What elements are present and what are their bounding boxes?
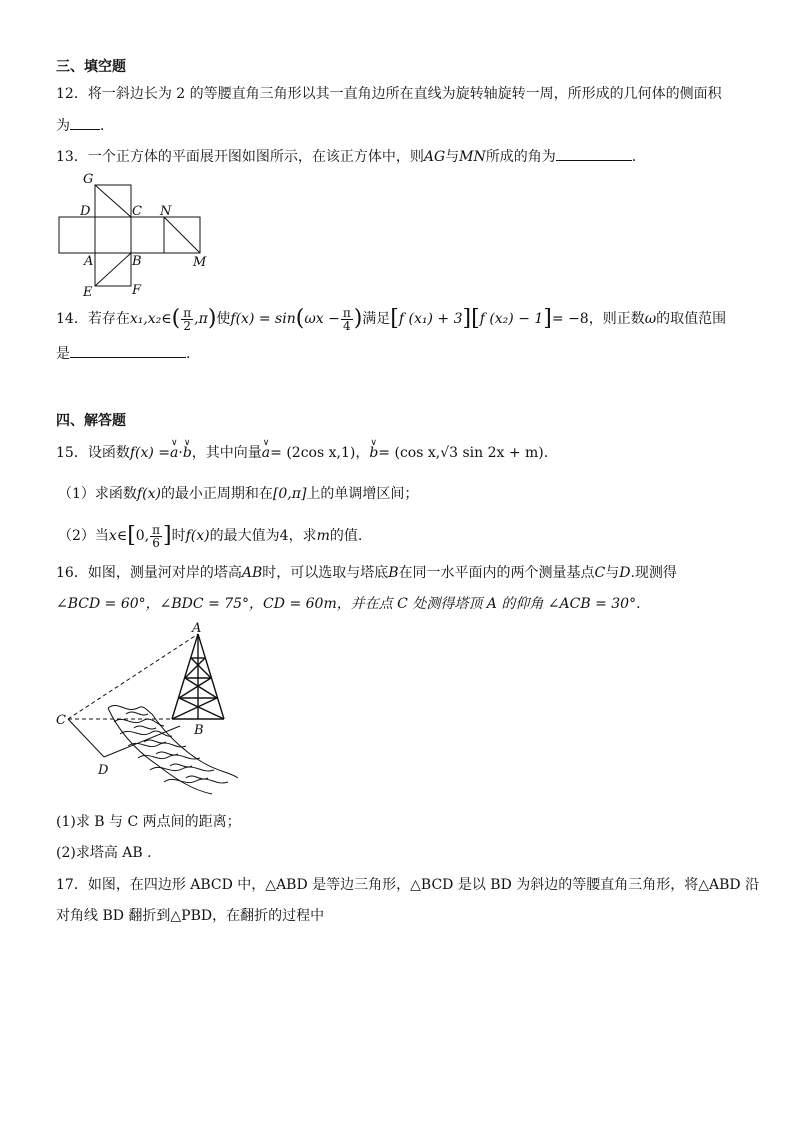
q15-p2: （2）当 <box>58 528 109 544</box>
q16-d: D <box>619 565 631 581</box>
q15-p2-post2: ，求 <box>288 528 317 544</box>
q14-cond-eq: = −8，则正数 <box>551 311 645 327</box>
q14-frac2-den: 4 <box>342 318 351 333</box>
q14-omega: ωx − <box>304 311 340 327</box>
segment-be <box>95 253 131 286</box>
q14-bracket-b-close: ] <box>543 306 552 331</box>
q12-line2-post: ． <box>100 118 114 134</box>
q12-answer-blank[interactable] <box>70 115 100 130</box>
q12-line2 <box>56 115 114 136</box>
q14-frac-pi-4 <box>341 307 353 332</box>
q13-mid: 与 <box>445 149 460 165</box>
q14-bracket-a-close: ] <box>462 306 472 331</box>
q15-mid: ，其中向量 <box>191 445 262 461</box>
q13-text <box>56 146 646 167</box>
q15-p2-m: m <box>316 528 330 544</box>
segment-db <box>104 726 180 757</box>
q14-sin-paren-close: ) <box>353 306 363 331</box>
q14-pre: 14．若存在 <box>56 311 130 327</box>
q16-line1 <box>56 563 677 583</box>
segment-cd <box>68 719 104 757</box>
cube-net-face-center <box>95 217 131 253</box>
q15-p1: （1）求函数 <box>58 486 137 502</box>
cube-label-f: F <box>132 283 142 298</box>
q14-cond-a: f (x₁) + 3 <box>398 311 463 327</box>
cube-label-b: B <box>132 254 142 269</box>
section-title-fill-blank: 三、填空题 <box>56 59 126 75</box>
q16-c: C <box>594 565 606 581</box>
q14-bracket-a-open: [ <box>390 306 399 331</box>
q12-line2-pre: 为 <box>56 118 70 134</box>
q15-p2-bracket-open: [ <box>127 523 136 548</box>
q15-p2-end: 的值. <box>329 528 363 544</box>
q15-part1 <box>58 484 418 504</box>
q15-p1-post: 上的单调增区间； <box>306 486 419 502</box>
q15-frac-den: 6 <box>152 535 160 550</box>
q13-pre: 13．一个正方体的平面展开图如图所示，在该正方体中，则 <box>56 149 424 165</box>
q14-sin-paren-open: ( <box>295 306 305 331</box>
cube-label-a: A <box>84 254 94 269</box>
q15-p2-zero: 0, <box>135 528 150 544</box>
q15-frac-pi-6 <box>150 524 162 549</box>
q14-frac-pi-2 <box>181 307 193 332</box>
q15-vec-a: ∨ a <box>170 443 178 463</box>
q15-vec-b: ∨ b <box>183 443 192 463</box>
q14-line2-pre: 是 <box>56 346 70 362</box>
tower-icon <box>172 634 224 719</box>
q14-interval-end: ,π <box>194 311 208 327</box>
q15-pre: 15．设函数 <box>56 445 130 461</box>
q15-p2-x: x∈ <box>108 528 128 544</box>
q14-answer-blank[interactable] <box>70 343 186 358</box>
q15-p2-mid: 时 <box>171 528 186 544</box>
q16-line1-post: .现测得 <box>630 565 677 581</box>
q14-paren-close: ) <box>207 306 217 331</box>
q15-p1-mid: 的最小正周期和在 <box>160 486 273 502</box>
q13-mn: MN <box>459 149 486 165</box>
q14-paren-open: ( <box>171 306 181 331</box>
cube-net-face-left <box>59 217 95 253</box>
q15-p2-bracket-close: ] <box>163 523 172 548</box>
q14-frac-den: 2 <box>183 318 192 333</box>
q14-frac2-num: π <box>342 305 351 320</box>
section-title-solve: 四、解答题 <box>56 413 126 429</box>
q14-line1 <box>56 306 726 332</box>
q15-part2 <box>58 522 362 550</box>
q14-vars: x₁,x₂∈ <box>129 311 172 327</box>
q13-post: 所成的角为 <box>485 149 556 165</box>
q12-line1: 12．将一斜边长为 2 的等腰直角三角形以其一直角边所在直线为旋转轴旋转一周，所形成的几何体的侧面积 <box>56 86 722 102</box>
cube-net-figure <box>50 168 220 298</box>
q14-bracket-b-open: [ <box>471 306 480 331</box>
q15-p2-four: 4 <box>279 528 289 544</box>
q17-line2: 对角线 BD 翻折到△PBD，在翻折的过程中 <box>56 908 325 924</box>
cube-label-g: G <box>83 172 94 187</box>
q16-ab: AB <box>241 565 263 581</box>
tower-label-a: A <box>192 622 202 636</box>
cube-net-face-right1 <box>131 217 164 253</box>
cube-label-m: M <box>193 255 207 270</box>
tower-label-b: B <box>194 723 204 738</box>
q15-p2-fx: f(x) <box>185 528 210 544</box>
q16-b: B <box>388 565 399 581</box>
q14-line2 <box>56 343 190 364</box>
q15-p1-fx: f(x) <box>136 486 161 502</box>
q14-fx: f(x) = sin <box>230 311 296 327</box>
q13-answer-blank[interactable] <box>556 146 632 161</box>
q14-om: ω <box>644 311 657 327</box>
q16-yu: 与 <box>605 565 620 581</box>
tower-label-d: D <box>98 763 109 778</box>
q15-vec-b-2: ∨ b <box>369 443 378 463</box>
q15-vec-a-2: ∨ a <box>262 443 270 463</box>
q15-frac-num: π <box>152 522 161 537</box>
q16-line2: ∠BCD = 60°，∠BDC = 75°，CD = 60m，并在点 C 处测得塔顶 A 的仰角 ∠ACB = 30°. <box>56 596 641 612</box>
q16-line1-mid: 时，可以选取与塔底 <box>262 565 389 581</box>
q13-end: ． <box>631 149 646 165</box>
segment-gc <box>95 185 131 217</box>
cube-label-e: E <box>83 285 93 298</box>
segment-nm <box>164 217 200 253</box>
q15-b-val: = (cos x,√3 sin 2x + m). <box>378 445 549 461</box>
q14-frac-num: π <box>183 305 192 320</box>
q16-part2: (2)求塔高 AB . <box>56 845 152 861</box>
q15-dot: · <box>178 445 183 461</box>
q16-line1-pre: 16．如图，测量河对岸的塔高 <box>56 565 242 581</box>
q16-line1-mid2: 在同一水平面内的两个测量基点 <box>398 565 595 581</box>
q14-mid2: 满足 <box>362 311 391 327</box>
q14-mid1: 使 <box>216 311 231 327</box>
q15-line1 <box>56 443 548 463</box>
q17-line1: 17．如图，在四边形 ABCD 中，△ABD 是等边三角形，△BCD 是以 BD 为斜边的等腰直角三角形，将△ABD 沿 <box>56 877 760 893</box>
q16-part1: (1)求 B 与 C 两点间的距离； <box>56 814 241 830</box>
sight-line-ca <box>68 634 198 719</box>
tower-river-figure <box>52 622 252 807</box>
tower-label-c: C <box>56 713 66 728</box>
q15-fx: f(x) = <box>129 445 171 461</box>
cube-label-n: N <box>160 204 172 219</box>
cube-label-d: D <box>80 204 91 219</box>
q15-p2-post1: 的最大值为 <box>209 528 280 544</box>
cube-label-c: C <box>132 204 142 219</box>
q14-post: 的取值范围 <box>656 311 727 327</box>
q14-line2-post: . <box>186 346 191 362</box>
q15-a-val: = (2cos x,1)， <box>270 445 370 461</box>
q15-p1-int: [0,π] <box>272 486 307 502</box>
q14-cond-b: f (x₂) − 1 <box>479 311 544 327</box>
q13-ag: AG <box>423 149 446 165</box>
